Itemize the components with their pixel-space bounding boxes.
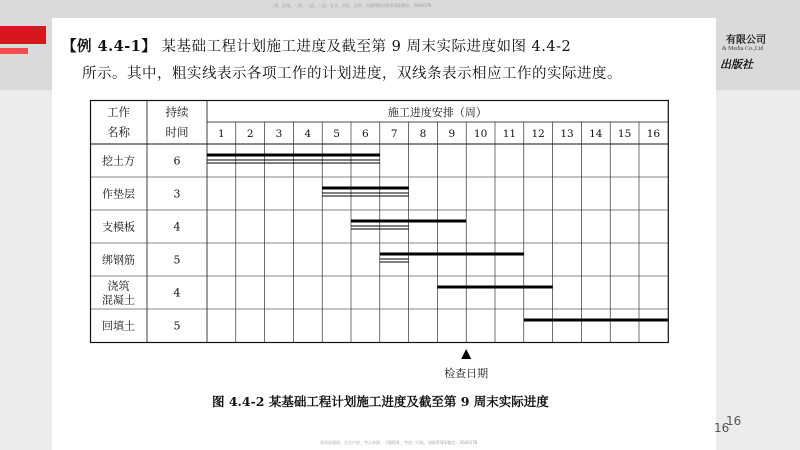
example-paragraph-line2: 所示。其中，粗实线表示各项工作的计划进度，双线条表示相应工作的实际进度。 — [82, 66, 622, 82]
task-name-label: 作垫层 — [102, 187, 135, 201]
week-number-label: 5 — [333, 128, 340, 140]
example-label: 【例 4.4-1】 — [62, 38, 157, 55]
week-number-label: 16 — [646, 128, 661, 140]
task-duration-label: 3 — [173, 187, 181, 201]
header-duration-label: 持续 — [165, 105, 189, 119]
task-name-label: 混凝土 — [102, 293, 135, 307]
watermark-bottom: 优质视频课，完全内容，考点来源，习题精准，考前三页纸，请联系QQ/微信：2649178 — [320, 440, 478, 445]
task-duration-label: 4 — [173, 286, 181, 300]
header-work-label: 工作 — [107, 105, 130, 119]
week-number-label: 10 — [473, 128, 488, 140]
example-text-line1: 某基础工程计划施工进度及截至第 9 周末实际进度如图 4.4-2 — [161, 39, 572, 55]
gantt-chart — [90, 100, 670, 380]
figure-caption: 图 4.4-2 某基础工程计划施工进度及截至第 9 周末实际进度 — [212, 394, 549, 409]
page-number: 16 — [714, 421, 730, 435]
red-accent-bar-small — [0, 48, 28, 54]
week-number-label: 11 — [502, 128, 517, 140]
task-duration-label: 4 — [173, 220, 181, 234]
background-panel-right — [716, 90, 800, 450]
week-number-label: 3 — [275, 128, 283, 140]
background-panel-left — [0, 90, 52, 450]
week-number-label: 14 — [589, 128, 603, 140]
example-paragraph-line1 — [62, 35, 571, 56]
task-name-label: 支模板 — [102, 220, 135, 234]
week-number-label: 1 — [218, 128, 225, 140]
week-number-label: 6 — [362, 128, 369, 140]
week-number-label: 2 — [246, 128, 254, 140]
check-date-label: 检查日期 — [444, 367, 489, 380]
week-number-label: 13 — [560, 128, 574, 140]
week-number-label: 15 — [617, 128, 632, 140]
week-number-label: 12 — [531, 128, 545, 140]
task-duration-label: 5 — [173, 253, 181, 267]
page-number-overlay: 16 — [726, 414, 742, 428]
watermark-top: 二建、监理、一建、一造、二造、安全、消防、咨询、检测课程请联系QQ/微信：2649178 — [270, 3, 432, 8]
week-number-label: 7 — [390, 128, 398, 140]
week-number-label: 9 — [448, 128, 456, 140]
publisher-name: 有限公司 — [726, 35, 766, 46]
task-duration-label: 6 — [173, 154, 181, 168]
task-duration-label: 5 — [173, 319, 181, 333]
red-accent-bar — [0, 26, 46, 44]
header-schedule-label: 施工进度安排（周） — [387, 106, 487, 119]
publisher-english-name: & Media Co.,Ltd — [722, 46, 764, 52]
header-work-label: 名称 — [107, 125, 130, 139]
header-duration-label: 时间 — [165, 125, 189, 139]
task-name-label: 绑钢筋 — [102, 253, 135, 267]
task-name-label: 回填土 — [102, 319, 135, 333]
task-name-label: 挖土方 — [102, 154, 135, 168]
week-number-label: 4 — [304, 128, 312, 140]
publisher-logo-text: 出版社 — [720, 58, 753, 71]
check-date-marker — [461, 349, 471, 359]
week-number-label: 8 — [419, 128, 427, 140]
task-name-label: 浇筑 — [107, 279, 130, 293]
